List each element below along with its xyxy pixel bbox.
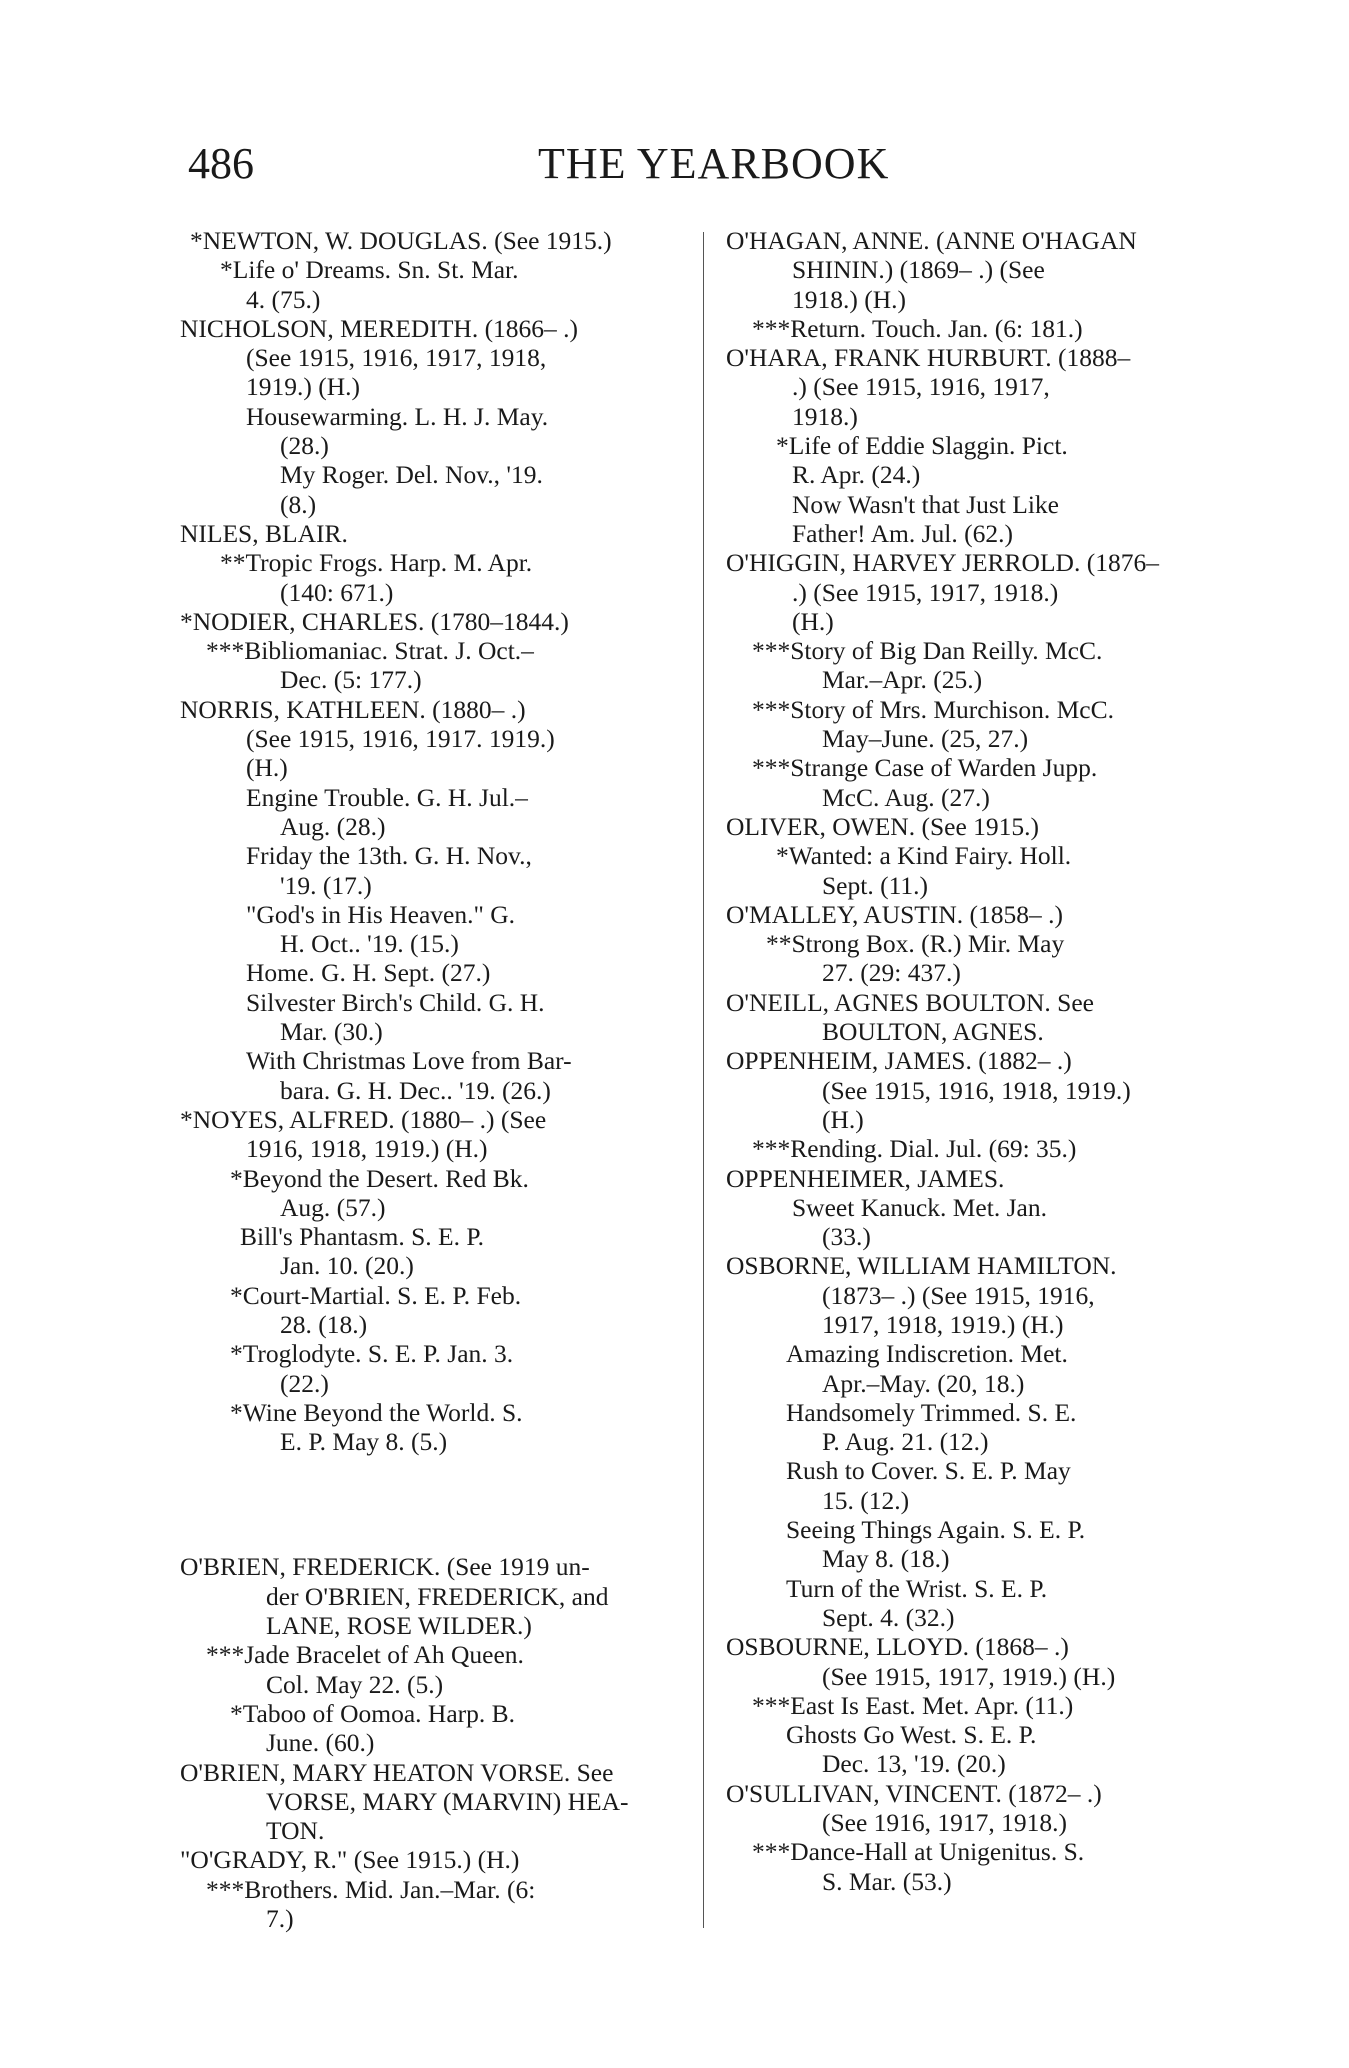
entry-line: (22.) (280, 1368, 329, 1398)
index-entry (726, 548, 1234, 812)
entry-line: ***East Is East. Met. Apr. (11.) (752, 1690, 1074, 1720)
entry-line: ***Return. Touch. Jan. (6: 181.) (752, 313, 1083, 343)
entry-line: Seeing Things Again. S. E. P. (786, 1515, 1086, 1545)
entry-line: **Tropic Frogs. Harp. M. Apr. (220, 548, 533, 578)
entry-line: Friday the 13th. G. H. Nov., (246, 841, 532, 871)
entry-line: Bill's Phantasm. S. E. P. (240, 1222, 485, 1252)
entry-line: ***Bibliomaniac. Strat. J. Oct.– (206, 636, 534, 666)
entry-line: (H.) (246, 753, 288, 783)
entry-heading: *NODIER, CHARLES. (1780–1844.) (180, 606, 569, 636)
entry-line: June. (60.) (266, 1728, 375, 1758)
entry-line: 1918.) (792, 401, 858, 431)
entry-line: ***Story of Mrs. Murchison. McC. (752, 694, 1114, 724)
entry-line: 1919.) (H.) (246, 372, 361, 402)
entry-line: Mar. (30.) (280, 1017, 383, 1047)
entry-heading: O'HARA, FRANK HURBURT. (1888– (726, 343, 1131, 373)
entry-line: *Wanted: a Kind Fairy. Holl. (776, 841, 1072, 871)
index-entry (180, 1105, 678, 1457)
index-entry (180, 1845, 678, 1933)
section-gap (180, 1456, 678, 1552)
entry-line: 27. (29: 437.) (822, 958, 961, 988)
entry-line: P. Aug. 21. (12.) (822, 1427, 989, 1457)
entry-line: bara. G. H. Dec.. '19. (26.) (280, 1075, 551, 1105)
index-entry (726, 1164, 1234, 1252)
entry-line: Mar.–Apr. (25.) (822, 665, 983, 695)
index-entry (726, 1632, 1234, 1778)
entry-line: *Troglodyte. S. E. P. Jan. 3. (230, 1339, 514, 1369)
entry-line: *Life of Eddie Slaggin. Pict. (776, 431, 1068, 461)
index-entry (180, 226, 678, 314)
entry-line: LANE, ROSE WILDER.) (266, 1611, 532, 1641)
entry-heading: *NOYES, ALFRED. (1880– .) (See (180, 1104, 547, 1134)
entry-line: Amazing Indiscretion. Met. (786, 1339, 1068, 1369)
entry-line: .) (See 1915, 1916, 1917, (792, 372, 1050, 402)
entry-line: 1918.) (H.) (792, 284, 907, 314)
entry-heading: O'HAGAN, ANNE. (ANNE O'HAGAN (726, 226, 1137, 255)
entry-line: Dec. (5: 177.) (280, 665, 422, 695)
entry-heading: "O'GRADY, R." (See 1915.) (H.) (180, 1845, 520, 1875)
left-column (180, 226, 678, 1933)
entry-line: S. Mar. (53.) (822, 1866, 952, 1896)
entry-line: (See 1915, 1917, 1919.) (H.) (822, 1661, 1116, 1691)
index-entry (726, 900, 1234, 988)
entry-line: TON. (266, 1816, 325, 1846)
entry-heading: NORRIS, KATHLEEN. (1880– .) (180, 694, 526, 724)
entry-line: (H.) (792, 606, 834, 636)
entry-line: 7.) (266, 1904, 294, 1934)
entry-line: McC. Aug. (27.) (822, 782, 990, 812)
entry-heading: NICHOLSON, MEREDITH. (1866– .) (180, 313, 579, 343)
entry-line: (28.) (280, 431, 329, 461)
entry-line: Sept. 4. (32.) (822, 1602, 955, 1632)
entry-heading: NILES, BLAIR. (180, 518, 348, 548)
entry-line: My Roger. Del. Nov., '19. (280, 460, 543, 490)
index-entry (180, 607, 678, 695)
entry-heading: O'BRIEN, FREDERICK. (See 1919 un- (180, 1552, 590, 1582)
entry-heading: OSBORNE, WILLIAM HAMILTON. (726, 1251, 1117, 1281)
entry-line: 1916, 1918, 1919.) (H.) (246, 1134, 488, 1164)
entry-line: Handsomely Trimmed. S. E. (786, 1397, 1077, 1427)
entry-heading: OPPENHEIM, JAMES. (1882– .) (726, 1046, 1072, 1076)
entry-line: (33.) (822, 1222, 871, 1252)
index-entry (180, 1552, 678, 1757)
entry-line: Engine Trouble. G. H. Jul.– (246, 782, 528, 812)
entry-line: R. Apr. (24.) (792, 460, 921, 490)
page-number: 486 (188, 139, 254, 188)
entry-line: "God's in His Heaven." G. (246, 899, 516, 929)
entry-heading: O'HIGGIN, HARVEY JERROLD. (1876– (726, 548, 1159, 578)
index-entry (726, 1046, 1234, 1163)
entry-line: (See 1915, 1916, 1917. 1919.) (246, 724, 555, 754)
entry-line: SHININ.) (1869– .) (See (792, 255, 1045, 285)
index-entry (726, 226, 1234, 343)
entry-line: (140: 671.) (280, 577, 394, 607)
entry-line: Housewarming. L. H. J. May. (246, 401, 549, 431)
index-entry (726, 1251, 1234, 1632)
entry-line: 28. (18.) (280, 1309, 368, 1339)
index-entry (726, 1779, 1234, 1896)
index-entry (180, 695, 678, 1105)
entry-heading: OSBOURNE, LLOYD. (1868– .) (726, 1632, 1069, 1662)
entry-line: E. P. May 8. (5.) (280, 1427, 448, 1457)
entry-line: (See 1915, 1916, 1918, 1919.) (822, 1075, 1131, 1105)
entry-line: Silvester Birch's Child. G. H. (246, 987, 545, 1017)
entry-heading: *NEWTON, W. DOUGLAS. (See 1915.) (190, 226, 612, 255)
entry-line: Dec. 13, '19. (20.) (822, 1749, 1006, 1779)
entry-line: Jan. 10. (20.) (280, 1251, 414, 1281)
entry-heading: O'MALLEY, AUSTIN. (1858– .) (726, 899, 1064, 929)
index-entry (726, 343, 1234, 548)
entry-heading: O'BRIEN, MARY HEATON VORSE. See (180, 1757, 614, 1787)
entry-line: ***Jade Bracelet of Ah Queen. (206, 1640, 524, 1670)
right-column (726, 226, 1234, 1896)
entry-line: *Taboo of Oomoa. Harp. B. (230, 1698, 516, 1728)
column-divider (703, 232, 704, 1928)
entry-line: *Beyond the Desert. Red Bk. (230, 1163, 529, 1193)
entry-line: .) (See 1915, 1917, 1918.) (792, 577, 1059, 607)
entry-line: Aug. (57.) (280, 1192, 386, 1222)
entry-line: Rush to Cover. S. E. P. May (786, 1456, 1071, 1486)
entry-line: '19. (17.) (280, 870, 372, 900)
page-header (0, 138, 1349, 198)
entry-line: May 8. (18.) (822, 1544, 950, 1574)
index-entry (726, 812, 1234, 900)
entry-line: Apr.–May. (20, 18.) (822, 1368, 1025, 1398)
entry-line: ***Story of Big Dan Reilly. McC. (752, 636, 1103, 666)
entry-line: Now Wasn't that Just Like (792, 489, 1059, 519)
entry-line: ***Brothers. Mid. Jan.–Mar. (6: (206, 1874, 536, 1904)
entry-line: With Christmas Love from Bar- (246, 1046, 572, 1076)
entry-line: BOULTON, AGNES. (822, 1017, 1044, 1047)
entry-line: ***Strange Case of Warden Jupp. (752, 753, 1098, 783)
index-entry (180, 1758, 678, 1846)
entry-line: der O'BRIEN, FREDERICK, and (266, 1581, 609, 1611)
entry-line: ***Rending. Dial. Jul. (69: 35.) (752, 1134, 1077, 1164)
entry-line: *Wine Beyond the World. S. (230, 1397, 523, 1427)
entry-line: ***Dance-Hall at Unigenitus. S. (752, 1837, 1085, 1867)
entry-line: May–June. (25, 27.) (822, 724, 1029, 754)
entry-line: Turn of the Wrist. S. E. P. (786, 1573, 1048, 1603)
entry-heading: OLIVER, OWEN. (See 1915.) (726, 811, 1040, 841)
entry-line: *Court-Martial. S. E. P. Feb. (230, 1280, 522, 1310)
entry-line: Home. G. H. Sept. (27.) (246, 958, 491, 988)
entry-line: (H.) (822, 1104, 864, 1134)
entry-line: Father! Am. Jul. (62.) (792, 518, 1013, 548)
index-entry (180, 519, 678, 607)
entry-line: *Life o' Dreams. Sn. St. Mar. (220, 255, 519, 285)
running-head: THE YEARBOOK (538, 139, 890, 188)
entry-line: 15. (12.) (822, 1485, 910, 1515)
entry-line: (1873– .) (See 1915, 1916, (822, 1280, 1095, 1310)
entry-line: 1917, 1918, 1919.) (H.) (822, 1309, 1064, 1339)
entry-line: 4. (75.) (246, 284, 321, 314)
entry-line: (See 1915, 1916, 1917, 1918, (246, 343, 547, 373)
index-entry (726, 988, 1234, 1047)
entry-line: Col. May 22. (5.) (266, 1669, 444, 1699)
entry-line: (See 1916, 1917, 1918.) (822, 1808, 1068, 1838)
entry-line: **Strong Box. (R.) Mir. May (766, 929, 1065, 959)
index-entry (180, 314, 678, 519)
entry-line: Sept. (11.) (822, 870, 928, 900)
entry-line: Sweet Kanuck. Met. Jan. (792, 1192, 1047, 1222)
entry-line: Aug. (28.) (280, 811, 386, 841)
entry-heading: O'NEILL, AGNES BOULTON. See (726, 987, 1094, 1017)
entry-heading: O'SULLIVAN, VINCENT. (1872– .) (726, 1778, 1102, 1808)
entry-line: (8.) (280, 489, 317, 519)
entry-line: VORSE, MARY (MARVIN) HEA- (266, 1786, 629, 1816)
entry-line: H. Oct.. '19. (15.) (280, 929, 459, 959)
entry-heading: OPPENHEIMER, JAMES. (726, 1163, 1005, 1193)
entry-line: Ghosts Go West. S. E. P. (786, 1720, 1037, 1750)
